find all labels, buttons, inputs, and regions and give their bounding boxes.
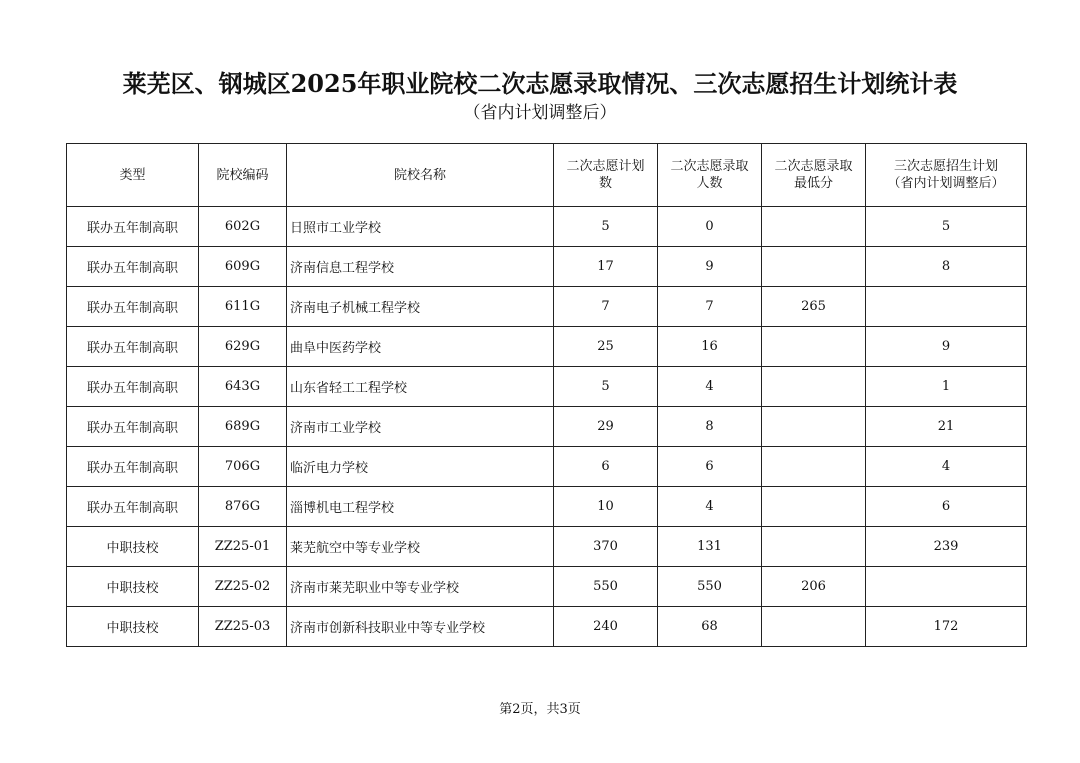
cell-min2 (762, 367, 866, 407)
cell-code: 689G (199, 407, 287, 447)
cell-code: 876G (199, 487, 287, 527)
document-title: 莱芜区、钢城区2025年职业院校二次志愿录取情况、三次志愿招生计划统计表 (122, 69, 958, 98)
header-min2-line1: 二次志愿录取 (774, 159, 853, 174)
header-min2 (762, 144, 866, 207)
cell-min2: 206 (762, 567, 866, 607)
table-row (67, 447, 1027, 487)
cell-admit2: 8 (658, 407, 762, 447)
cell-plan2: 6 (554, 447, 658, 487)
cell-school-name: 济南信息工程学校 (287, 247, 554, 287)
cell-plan2: 5 (554, 367, 658, 407)
cell-admit2: 16 (658, 327, 762, 367)
cell-plan3: 4 (866, 447, 1027, 487)
table-row (67, 207, 1027, 247)
cell-plan3: 172 (866, 607, 1027, 647)
cell-type: 联办五年制高职 (67, 247, 199, 287)
cell-plan2: 10 (554, 487, 658, 527)
cell-plan3 (866, 287, 1027, 327)
header-plan2-line1: 二次志愿计划 (566, 159, 645, 174)
header-plan2 (554, 144, 658, 207)
cell-admit2: 4 (658, 487, 762, 527)
header-plan3 (866, 144, 1027, 207)
cell-plan3 (866, 567, 1027, 607)
admission-table (66, 143, 1027, 647)
page-number-footer: 第2页，共3页 (499, 702, 581, 717)
cell-code: 629G (199, 327, 287, 367)
cell-code: 643G (199, 367, 287, 407)
table-row (67, 367, 1027, 407)
cell-min2 (762, 407, 866, 447)
cell-plan3: 1 (866, 367, 1027, 407)
header-admit2 (658, 144, 762, 207)
cell-plan3: 6 (866, 487, 1027, 527)
cell-min2 (762, 207, 866, 247)
header-plan3-line2: （省内计划调整后） (887, 176, 1005, 191)
cell-school-name: 济南电子机械工程学校 (287, 287, 554, 327)
table-body (67, 207, 1027, 647)
cell-admit2: 9 (658, 247, 762, 287)
cell-plan2: 550 (554, 567, 658, 607)
header-plan3-line1: 三次志愿招生计划 (893, 159, 998, 174)
cell-admit2: 0 (658, 207, 762, 247)
cell-type: 联办五年制高职 (67, 447, 199, 487)
cell-school-name: 临沂电力学校 (287, 447, 554, 487)
cell-admit2: 550 (658, 567, 762, 607)
cell-admit2: 131 (658, 527, 762, 567)
header-admit2-line1: 二次志愿录取 (670, 159, 749, 174)
cell-admit2: 6 (658, 447, 762, 487)
cell-school-name: 淄博机电工程学校 (287, 487, 554, 527)
cell-plan2: 17 (554, 247, 658, 287)
cell-school-name: 济南市莱芜职业中等专业学校 (287, 567, 554, 607)
cell-min2 (762, 327, 866, 367)
cell-plan3: 9 (866, 327, 1027, 367)
cell-min2 (762, 447, 866, 487)
cell-admit2: 68 (658, 607, 762, 647)
cell-plan2: 370 (554, 527, 658, 567)
cell-min2 (762, 247, 866, 287)
cell-plan2: 7 (554, 287, 658, 327)
table-row (67, 287, 1027, 327)
cell-type: 联办五年制高职 (67, 487, 199, 527)
cell-school-name: 曲阜中医药学校 (287, 327, 554, 367)
cell-type: 联办五年制高职 (67, 407, 199, 447)
cell-plan2: 5 (554, 207, 658, 247)
cell-code: 611G (199, 287, 287, 327)
cell-type: 中职技校 (67, 607, 199, 647)
cell-type: 中职技校 (67, 567, 199, 607)
cell-school-name: 日照市工业学校 (287, 207, 554, 247)
cell-min2 (762, 607, 866, 647)
header-name: 院校名称 (287, 144, 554, 207)
cell-min2 (762, 487, 866, 527)
cell-plan2: 29 (554, 407, 658, 447)
cell-plan3: 239 (866, 527, 1027, 567)
cell-code: 609G (199, 247, 287, 287)
table-row (67, 327, 1027, 367)
cell-type: 联办五年制高职 (67, 367, 199, 407)
table-row (67, 407, 1027, 447)
cell-code: 602G (199, 207, 287, 247)
cell-type: 联办五年制高职 (67, 327, 199, 367)
table-header-row (67, 144, 1027, 207)
document-subtitle: （省内计划调整后） (463, 103, 617, 123)
table-row (67, 487, 1027, 527)
cell-code: 706G (199, 447, 287, 487)
table-row (67, 247, 1027, 287)
cell-plan2: 25 (554, 327, 658, 367)
cell-plan2: 240 (554, 607, 658, 647)
table-row (67, 567, 1027, 607)
cell-code: ZZ25-01 (199, 527, 287, 567)
cell-admit2: 4 (658, 367, 762, 407)
header-min2-line2: 最低分 (793, 176, 833, 191)
cell-type: 联办五年制高职 (67, 287, 199, 327)
cell-school-name: 山东省轻工工程学校 (287, 367, 554, 407)
header-code: 院校编码 (199, 144, 287, 207)
cell-code: ZZ25-02 (199, 567, 287, 607)
cell-school-name: 济南市创新科技职业中等专业学校 (287, 607, 554, 647)
cell-min2 (762, 527, 866, 567)
cell-code: ZZ25-03 (199, 607, 287, 647)
table-row (67, 607, 1027, 647)
header-type: 类型 (67, 144, 199, 207)
cell-plan3: 5 (866, 207, 1027, 247)
cell-plan3: 21 (866, 407, 1027, 447)
cell-plan3: 8 (866, 247, 1027, 287)
header-admit2-line2: 人数 (696, 176, 723, 191)
cell-school-name: 济南市工业学校 (287, 407, 554, 447)
cell-admit2: 7 (658, 287, 762, 327)
cell-min2: 265 (762, 287, 866, 327)
table-row (67, 527, 1027, 567)
header-plan2-line2: 数 (598, 176, 612, 191)
cell-type: 联办五年制高职 (67, 207, 199, 247)
cell-school-name: 莱芜航空中等专业学校 (287, 527, 554, 567)
cell-type: 中职技校 (67, 527, 199, 567)
